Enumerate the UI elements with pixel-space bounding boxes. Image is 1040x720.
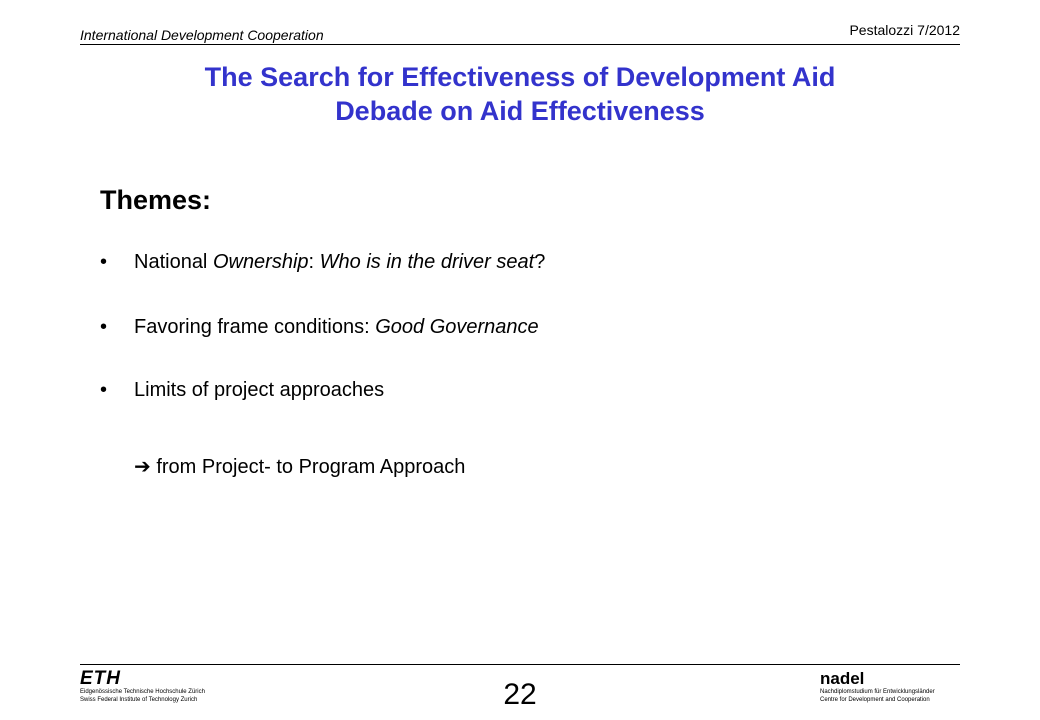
bullet-text: Limits of project approaches [134,379,385,401]
header-divider [80,44,960,45]
bullet-text: : [308,251,320,273]
eth-wordmark: ETH [80,668,121,689]
header-author-date: Pestalozzi 7/2012 [849,22,960,38]
slide-title-line-2: Debade on Aid Effectiveness [335,96,705,126]
header-course-title: International Development Cooperation [80,27,324,43]
slide-title-line-1: The Search for Effectiveness of Development Aid [204,62,836,92]
bullet-item-ownership [100,250,545,274]
bullet-text: National [134,251,213,273]
bullet-text-italic: Ownership [212,251,309,273]
bullet-item-frame-conditions [100,315,539,339]
eth-logo-line-1: Eidgenössische Technische Hochschule Zürich [80,689,205,695]
bullet-dot: • [100,316,108,338]
eth-logo [80,670,250,704]
conclusion-text: from Project- to Program Approach [156,456,466,478]
eth-logo-line-2: Swiss Federal Institute of Technology Zurich [80,697,198,703]
slide-title [80,60,960,128]
bullet-text: ? [534,251,546,273]
bullet-dot: • [100,251,108,273]
nadel-logo-line-1: Nachdiplomstudium für Entwicklungsländer [820,689,935,695]
nadel-wordmark: nadel [820,669,865,688]
page-number: 22 [503,678,537,711]
conclusion-line [134,455,465,479]
bullet-item-project-approaches [100,378,384,402]
nadel-logo-line-2: Centre for Development and Cooperation [820,697,930,703]
nadel-logo [820,670,960,704]
themes-heading: Themes: [100,185,212,215]
bullet-text-italic: Who is in the driver seat [319,251,535,273]
arrow-right-icon: ➔ [134,456,151,478]
footer-divider [80,664,960,665]
bullet-text-italic: Good Governance [375,316,539,338]
bullet-text: Favoring frame conditions: [134,316,376,338]
bullet-dot: • [100,379,108,401]
